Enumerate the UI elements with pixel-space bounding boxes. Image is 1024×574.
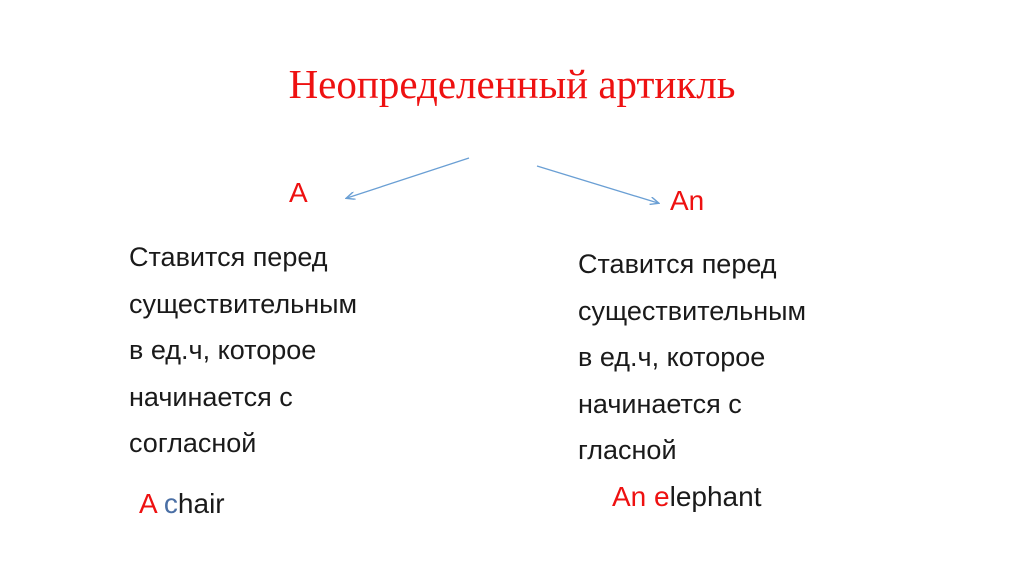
right-example [612, 479, 761, 515]
left-description-line: существительным [129, 288, 358, 319]
right-article: An [670, 185, 705, 216]
left-description-line: начинается с [129, 381, 293, 412]
right-description-line: гласной [578, 435, 677, 465]
right-description-line: Ставится перед [578, 249, 777, 279]
left-article: A [289, 177, 308, 208]
slide-title: Неопределенный артикль [288, 61, 736, 107]
left-example-rest: hair [177, 488, 225, 519]
left-description-line: Ставится перед [129, 242, 328, 272]
right-example-article: An [612, 481, 647, 512]
right-description-line: начинается с [578, 388, 742, 419]
right-description [578, 241, 806, 474]
left-description-line: согласной [129, 428, 257, 458]
right-example-rest: lephant [669, 481, 762, 512]
left-description-line: в ед.ч, которое [129, 335, 317, 365]
right-description-line: существительным [578, 295, 807, 326]
left-example-article: A [139, 488, 157, 519]
left-example [139, 486, 225, 522]
right-description-line: в ед.ч, которое [578, 342, 766, 372]
left-description [129, 234, 357, 467]
right-arrow [537, 166, 658, 203]
right-example-first-letter: e [654, 481, 670, 512]
left-arrow [347, 158, 469, 198]
left-example-first-letter: c [163, 488, 178, 519]
